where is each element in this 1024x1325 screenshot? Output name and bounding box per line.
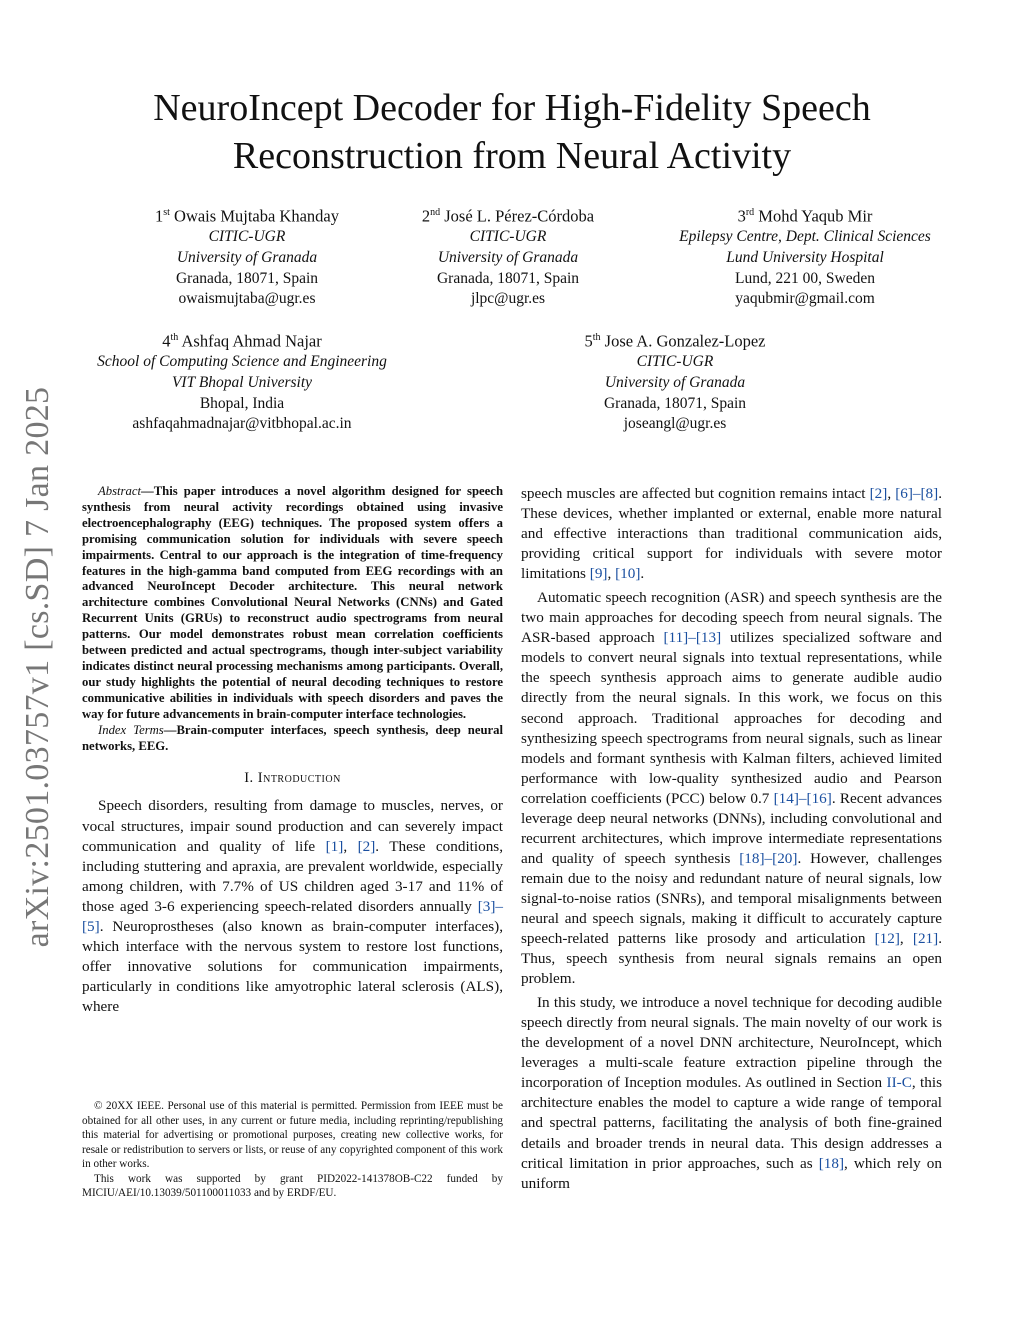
title-line-1: NeuroIncept Decoder for High-Fidelity Speech	[153, 87, 871, 129]
author-address: Granada, 18071, Spain	[603, 394, 747, 412]
left-column	[82, 484, 503, 1017]
author-address: Lund, 221 00, Sweden	[735, 269, 875, 287]
author-name: 1st Owais Mujtaba Khanday	[154, 206, 339, 226]
author-block-4	[66, 328, 418, 435]
intro-paragraph-1-continued: speech muscles are affected but cognition remains intact [2], [6]–[8]. These devices, whether implanted or external, enable more natural and effective interactions than traditional communication aids, providing critical support for individuals with severe motor limitations [9], [10].	[521, 485, 942, 583]
citation-link[interactable]: [1]	[325, 837, 344, 855]
author-block-1	[122, 203, 372, 310]
author-email[interactable]: owaismujtaba@ugr.es	[178, 290, 316, 308]
author-address: Bhopal, India	[199, 394, 285, 412]
author-name: 4th Ashfaq Ahmad Najar	[162, 331, 322, 351]
citation-link[interactable]: [14]–[16]	[773, 789, 832, 807]
index-terms-label: Index Terms	[98, 722, 164, 737]
author-org: University of Granada	[176, 248, 318, 266]
author-block-2	[388, 203, 628, 310]
footnote-block	[82, 1099, 503, 1201]
intro-paragraph-1: Speech disorders, resulting from damage to muscles, nerves, or vocal structures, impair sound production and can severely impact communication and quality of life [1], [2]. These conditions, including stuttering and apraxia, are prevalent worldwide, especially among children, with 7.7% of US children aged 3-17 and 11% of those aged 3-6 experiencing speech-related disorders annually [3]–[5]. Neuroprostheses (also known as brain-computer interfaces), which interface with the nervous system to restore lost functions, offer innovative solutions for communication impairments, particularly in conditions like amyotrophic lateral sclerosis (ALS), where	[82, 797, 503, 1015]
citation-link[interactable]: [6]–[8]	[895, 485, 939, 502]
author-org: Lund University Hospital	[726, 248, 884, 266]
arxiv-identifier[interactable]: arXiv:2501.03757v1 [cs.SD] 7 Jan 2025	[19, 386, 56, 947]
author-name: 5th Jose A. Gonzalez-Lopez	[584, 331, 766, 351]
citation-link[interactable]: [10]	[615, 565, 641, 583]
author-org: University of Granada	[437, 248, 579, 266]
author-dept: CITIC-UGR	[636, 353, 714, 371]
citation-link[interactable]: [11]–[13]	[663, 629, 722, 647]
author-block-3	[652, 203, 958, 310]
author-dept: School of Computing Science and Engineering	[97, 353, 387, 371]
citation-link[interactable]: [9]	[589, 565, 608, 583]
author-dept: Epilepsy Centre, Dept. Clinical Sciences	[679, 228, 931, 246]
index-terms-text: —Brain-computer interfaces, speech synthesis, deep neural networks, EEG.	[82, 722, 504, 753]
copyright-notice: © 20XX IEEE. Personal use of this material is permitted. Permission from IEEE must be obtained for all other uses, in any current or future media, including reprinting/republishing this material for advertising or promotional purposes, creating new collective works, for resale or redistribution to servers or lists, or reuse of any copyrighted component of this work in other works.	[82, 1100, 503, 1170]
citation-link[interactable]: [18]	[818, 1154, 845, 1172]
funding-note: This work was supported by grant PID2022-141378OB-C22 funded by MICIU/AEI/10.13039/501100011033 and by ERDF/EU.	[82, 1172, 503, 1199]
intro-paragraph-2: Automatic speech recognition (ASR) and speech synthesis are the two main approaches for decoding speech from neural signals. The ASR-based approach [11]–[13] utilizes specialized software and models to convert neural signals into textual representations, while the speech synthesis approach aims to generate audible audio directly from the neural signals. In this work, we focus on this second approach. Traditional approaches for decoding and synthesizing speech spectrograms from neural signals, such as linear models and formant synthesis with Kalman filters, achieved limited performance with low-quality synthesized audio and Pearson correlation coefficients (PCC) below 0.7 [14]–[16]. Recent advances leverage deep neural networks (DNNs), including convolutional and recurrent architectures, which improve intermediate representations and quality of speech synthesis [18]–[20]. However, challenges remain due to the noisy and redundant nature of neural signals, low signal-to-noise ratios (SNRs), and temporal misalignments between neural and speech signals, making it difficult to accurately capture speech-related patterns like prosody and articulation [12], [21]. Thus, speech synthesis from neural signals remains an open problem.	[521, 589, 942, 988]
author-email[interactable]: jlpc@ugr.es	[470, 290, 546, 308]
paper-title	[100, 84, 924, 180]
abstract-label: Abstract	[98, 484, 141, 498]
citation-link[interactable]: [12]	[874, 930, 900, 948]
author-name: 2nd José L. Pérez-Córdoba	[421, 206, 595, 226]
right-column	[521, 484, 942, 1194]
citation-link[interactable]: [21]	[912, 930, 939, 948]
citation-link[interactable]: [18]–[20]	[739, 849, 798, 867]
abstract	[82, 484, 503, 723]
author-email[interactable]: ashfaqahmadnajar@vitbhopal.ac.in	[132, 415, 352, 433]
author-org: VIT Bhopal University	[171, 373, 313, 391]
citation-link[interactable]: [2]	[869, 485, 888, 502]
section-heading-introduction: I. Introduction	[244, 770, 341, 787]
author-org: University of Granada	[604, 373, 746, 391]
author-address: Granada, 18071, Spain	[436, 269, 580, 287]
citation-link[interactable]: [3]–[5]	[82, 897, 503, 935]
author-dept: CITIC-UGR	[469, 228, 547, 246]
index-terms	[82, 723, 503, 755]
arxiv-sidebar	[12, 374, 64, 959]
citation-link[interactable]: [2]	[357, 837, 376, 855]
author-address: Granada, 18071, Spain	[175, 269, 319, 287]
author-email[interactable]: joseangl@ugr.es	[623, 415, 727, 433]
abstract-text: —This paper introduces a novel algorithm designed for speech synthesis from neural activity recordings obtained using invasive electroencephalography (EEG) techniques. The proposed system offers a promising communication solution for individuals with severe speech impairments. Central to our approach is the integration of time-frequency features in the high-gamma band computed from EEG recordings with an advanced NeuroIncept Decoder architecture. This neural network architecture combines Convolutional Neural Networks (CNNs) and Gated Recurrent Units (GRUs) to reconstruct audio spectrograms from neural patterns. Our model demonstrates robust mean correlation coefficients between predicted and actual spectrograms, though inter-subject variability indicates distinct neural processing mechanisms among participants. Overall, our study highlights the potential of neural decoding techniques to restore communicative abilities in individuals with speech disorders and paves the way for future advancements in brain-computer interface technologies.	[82, 484, 503, 721]
intro-paragraph-3: In this study, we introduce a novel technique for decoding audible speech directly from neural signals. The main novelty of our work is the development of a novel DNN architecture, NeuroIncept, which leverages a multi-scale feature extraction pipeline through the incorporation of Inception modules. As outlined in Section II-C, this architecture enables the model to capture a wide range of temporal and spectral patterns, facilitating the analysis of both fine-grained details and broader trends in neural data. This design addresses a critical limitation in prior approaches, such as [18], which rely on uniform	[521, 994, 942, 1192]
author-name: 3rd Mohd Yaqub Mir	[737, 206, 873, 226]
author-dept: CITIC-UGR	[208, 228, 286, 246]
section-link[interactable]: II-C	[886, 1074, 912, 1092]
author-email[interactable]: yaqubmir@gmail.com	[735, 290, 875, 308]
title-line-2: Reconstruction from Neural Activity	[232, 135, 792, 177]
author-block-5	[548, 328, 802, 435]
